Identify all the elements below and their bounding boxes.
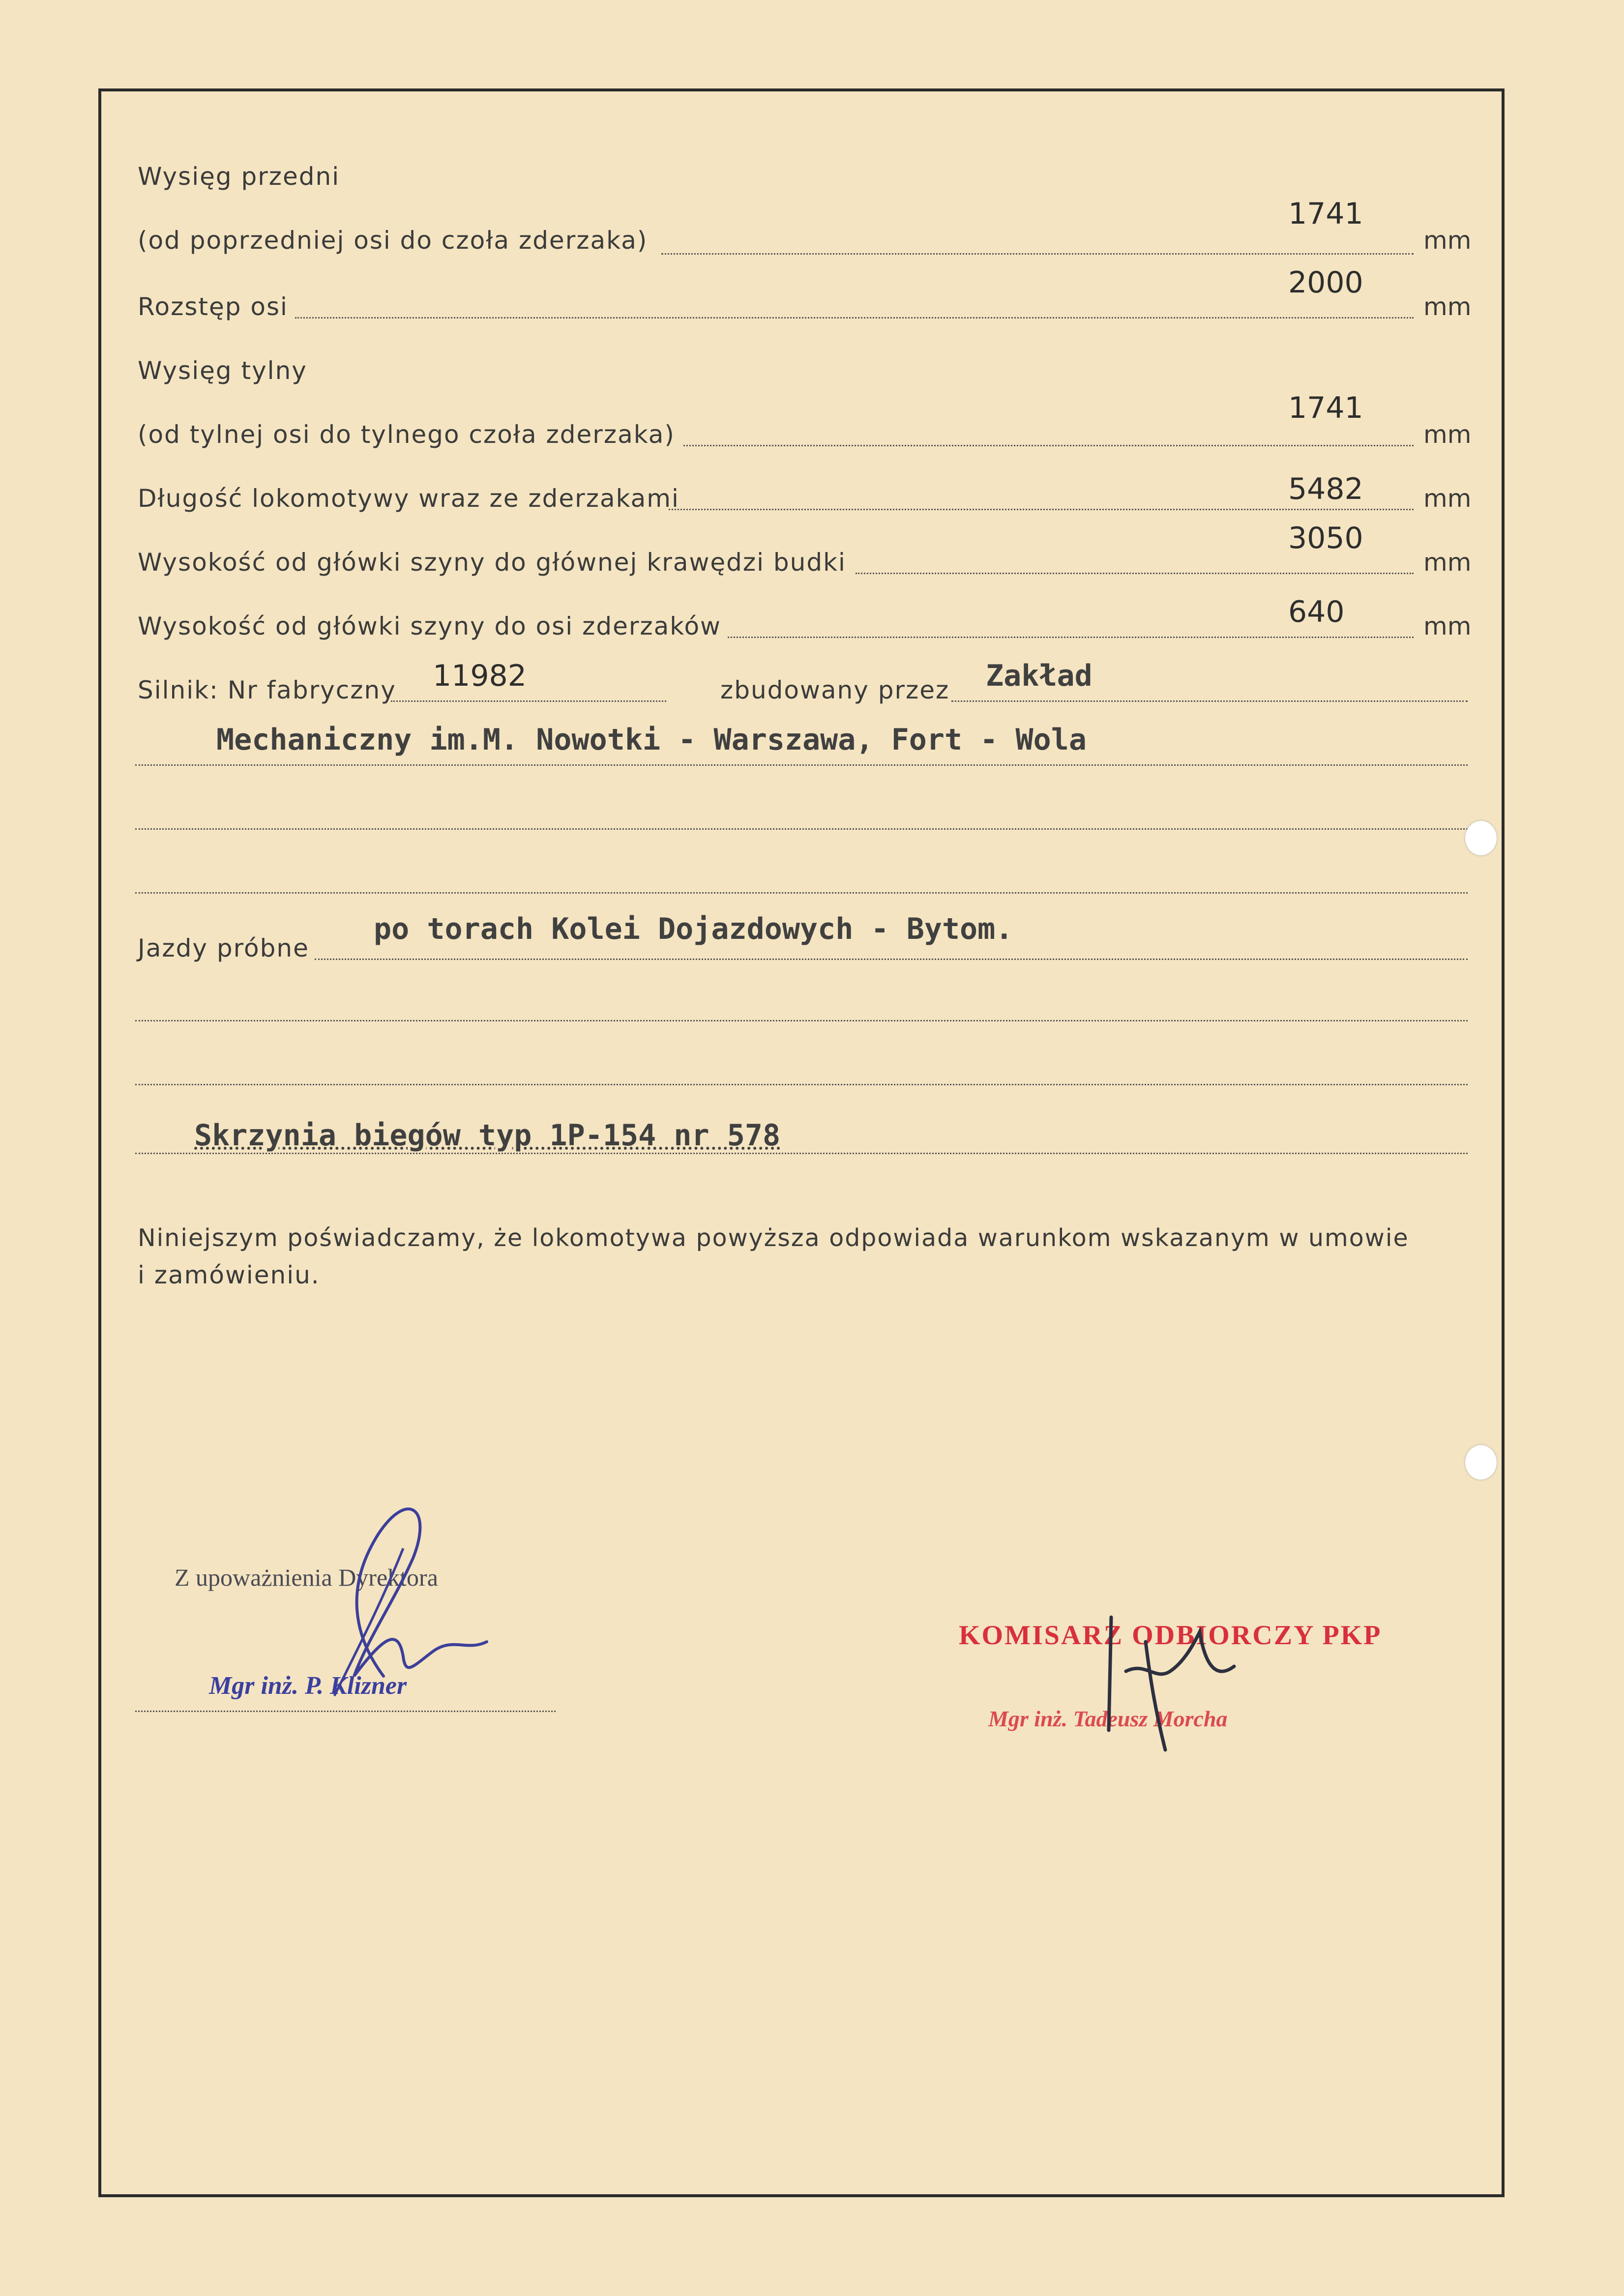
punch-hole: [1465, 821, 1497, 855]
dotted-line: [856, 573, 1414, 574]
right-signature: [1072, 1612, 1269, 1760]
dotted-line: [135, 1153, 1468, 1154]
unit-mm: mm: [1423, 548, 1472, 577]
right-stamp-line1: KOMISARZ ODBIORCZY PKP: [959, 1620, 1382, 1651]
built-by-label: zbudowany przez: [720, 676, 950, 704]
dotted-line: [135, 892, 1468, 894]
dotted-line: [661, 253, 1414, 255]
dotted-line: [135, 828, 1468, 830]
unit-mm: mm: [1423, 292, 1472, 321]
dotted-line: [669, 509, 1414, 510]
engine-serial: 11982: [433, 659, 527, 693]
cab-height-value: 3050: [1288, 521, 1363, 555]
dotted-line: [135, 1084, 1468, 1085]
dotted-line: [683, 445, 1414, 446]
dotted-line: [135, 1020, 1468, 1021]
builder-line1: Zakład: [986, 659, 1093, 693]
unit-mm: mm: [1423, 484, 1472, 513]
wheelbase-value: 2000: [1288, 265, 1363, 300]
unit-mm: mm: [1423, 226, 1472, 255]
buffer-height-label: Wysokość od główki szyny do osi zderzaków: [138, 612, 721, 640]
front-overhang-label: Wysięg przedni: [138, 162, 340, 191]
unit-mm: mm: [1423, 420, 1472, 449]
wheelbase-label: Rozstęp osi: [138, 292, 288, 321]
declaration-line2: i zamówieniu.: [138, 1261, 320, 1289]
trials-label: Jazdy próbne: [138, 934, 309, 962]
punch-hole: [1465, 1445, 1497, 1480]
buffer-height-value: 640: [1288, 595, 1345, 629]
dotted-line: [391, 700, 666, 702]
engine-label: Silnik: Nr fabryczny: [138, 676, 396, 704]
unit-mm: mm: [1423, 612, 1472, 640]
declaration-line1: Niniejszym poświadczamy, że lokomotywa powyższa odpowiada warunkom wskazanym w umowie: [138, 1224, 1409, 1252]
rear-overhang-value: 1741: [1288, 391, 1363, 425]
rear-overhang-sublabel: (od tylnej osi do tylnego czoła zderzaka): [138, 420, 675, 449]
cab-height-label: Wysokość od główki szyny do głównej krawędzi budki: [138, 548, 846, 577]
front-overhang-sublabel: (od poprzedniej osi do czoła zderzaka): [138, 226, 648, 255]
left-stamp-line1: Z upoważnienia Dyrektora: [175, 1564, 438, 1591]
dotted-line: [315, 959, 1468, 960]
rear-overhang-label: Wysięg tylny: [138, 356, 307, 385]
total-length-label: Długość lokomotywy wraz ze zderzakami: [138, 484, 679, 513]
left-stamp-line2: Mgr inż. P. Klizner: [209, 1672, 407, 1700]
dotted-line: [135, 764, 1468, 766]
gearbox-value: Skrzynia biegów typ 1P-154 nr 578: [194, 1118, 781, 1153]
dotted-line: [295, 317, 1414, 319]
right-stamp-line2: Mgr inż. Tadeusz Morcha: [988, 1706, 1228, 1731]
total-length-value: 5482: [1288, 472, 1363, 506]
dotted-line: [951, 700, 1468, 702]
dotted-line: [728, 637, 1414, 638]
builder-line2: Mechaniczny im.M. Nowotki - Warszawa, Fort - Wola: [216, 723, 1087, 757]
trials-value: po torach Kolei Dojazdowych - Bytom.: [374, 912, 1013, 946]
left-signature: [256, 1489, 502, 1725]
front-overhang-value: 1741: [1288, 197, 1363, 231]
